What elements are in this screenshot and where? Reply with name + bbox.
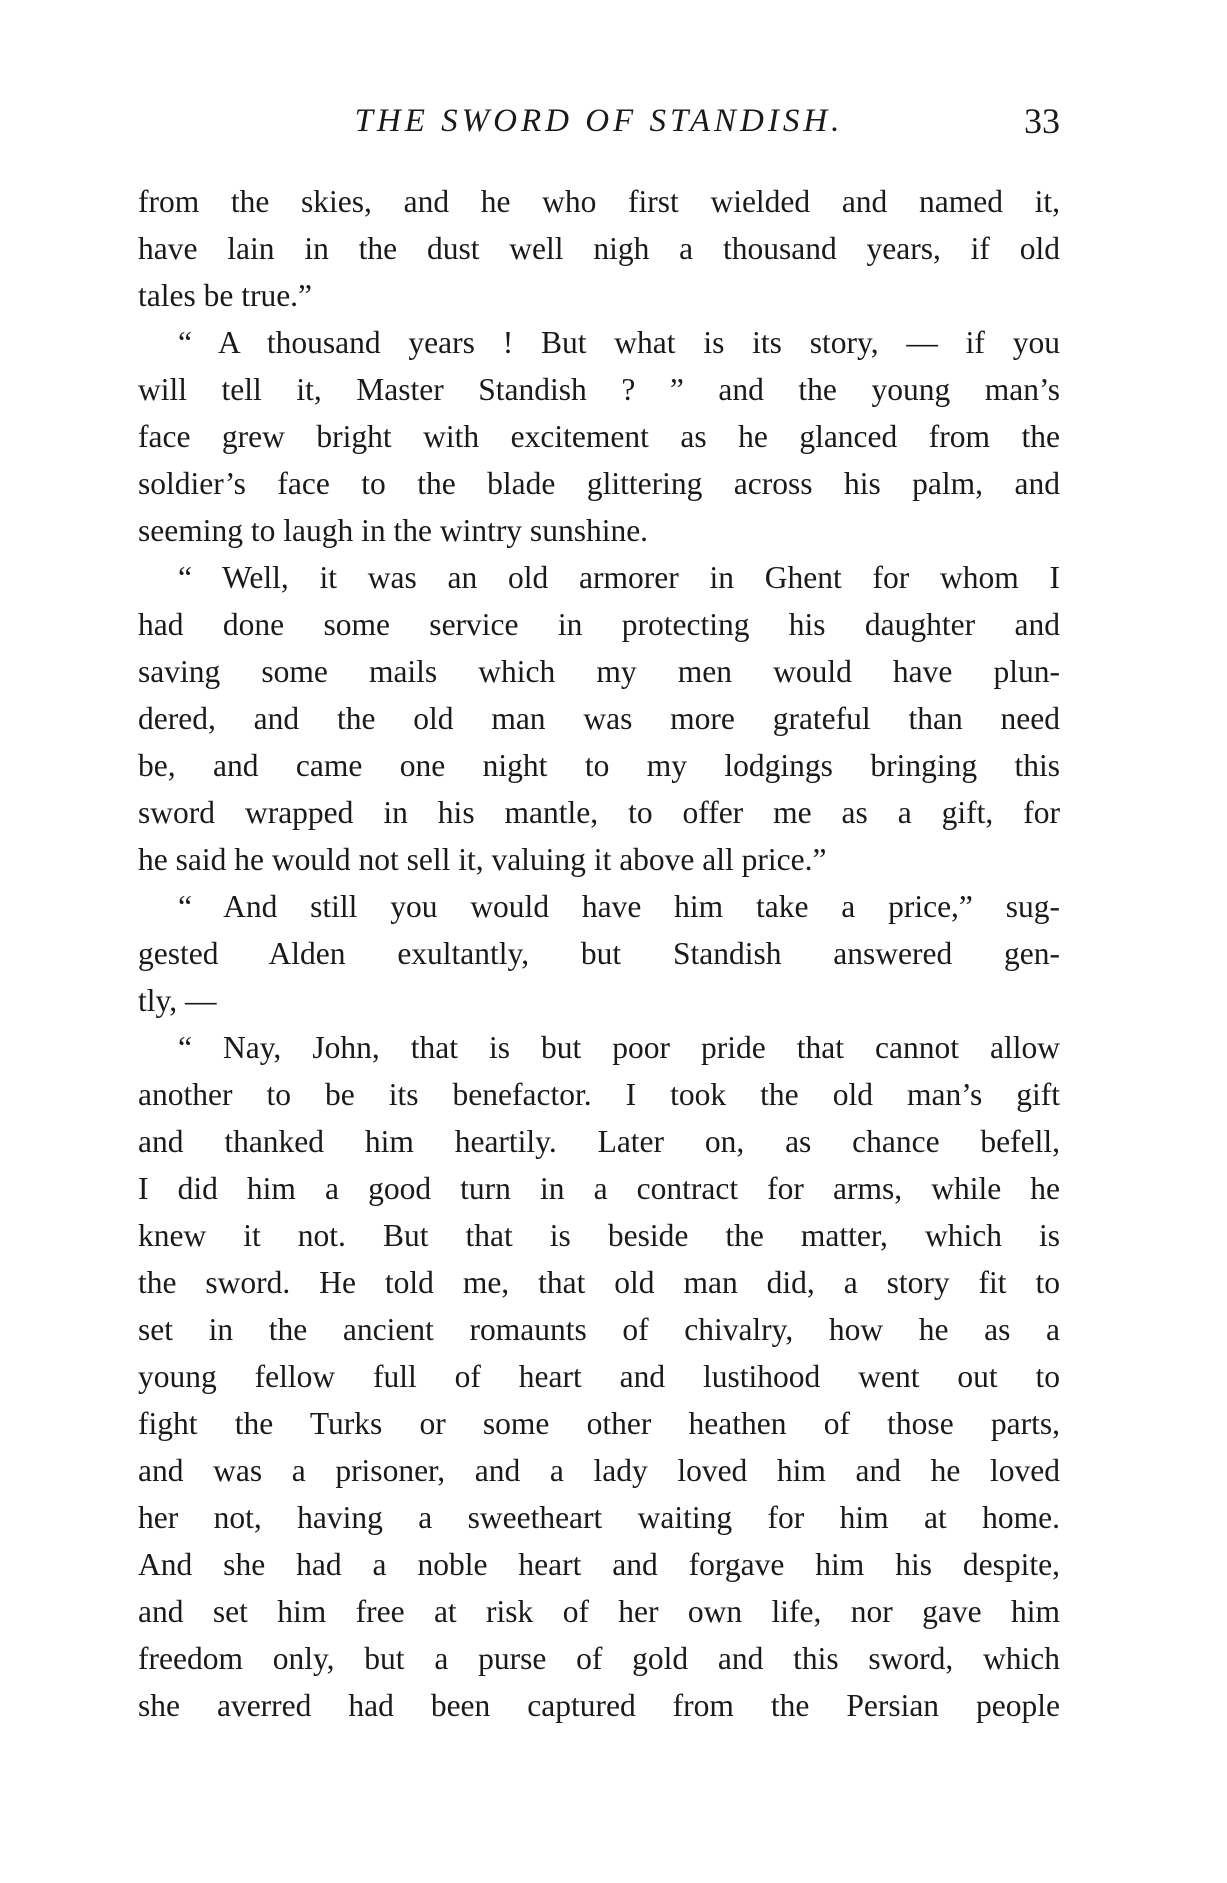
text-line: her not, having a sweetheart waiting for him at home.: [138, 1500, 1060, 1535]
text-line: and thanked him heartily. Later on, as chance befell,: [138, 1124, 1060, 1159]
running-title: THE SWORD OF STANDISH.: [354, 103, 844, 139]
text-line: the sword. He told me, that old man did, a story fit to: [138, 1265, 1060, 1300]
text-line: soldier’s face to the blade glittering across his palm, and: [138, 466, 1060, 501]
text-line: “ Well, it was an old armorer in Ghent for whom I: [178, 560, 1060, 595]
text-line: face grew bright with excitement as he glanced from the: [138, 419, 1060, 454]
text-line: tales be true.”: [138, 278, 313, 313]
text-line: another to be its benefactor. I took the old man’s gift: [138, 1077, 1060, 1112]
text-line: dered, and the old man was more grateful than need: [138, 701, 1060, 736]
running-head: [138, 96, 1060, 146]
text-line: freedom only, but a purse of gold and this sword, which: [138, 1641, 1060, 1676]
text-line: fight the Turks or some other heathen of those parts,: [138, 1406, 1060, 1441]
text-line: had done some service in protecting his daughter and: [138, 607, 1060, 642]
text-line: seeming to laugh in the wintry sunshine.: [138, 513, 649, 548]
text-line: gested Alden exultantly, but Standish answered gen-: [138, 936, 1060, 971]
text-line: and set him free at risk of her own life, nor gave him: [138, 1594, 1060, 1629]
text-line: he said he would not sell it, valuing it above all price.”: [138, 842, 827, 877]
text-line: set in the ancient romaunts of chivalry, how he as a: [138, 1312, 1060, 1347]
text-line: have lain in the dust well nigh a thousand years, if old: [138, 231, 1060, 266]
text-line: sword wrapped in his mantle, to offer me as a gift, for: [138, 795, 1060, 830]
text-line: from the skies, and he who first wielded and named it,: [138, 184, 1060, 219]
text-line: “ Nay, John, that is but poor pride that cannot allow: [178, 1030, 1060, 1065]
text-line: I did him a good turn in a contract for arms, while he: [138, 1171, 1060, 1206]
text-line: “ A thousand years ! But what is its story, — if you: [178, 325, 1060, 360]
text-line: she averred had been captured from the Persian people: [138, 1688, 1060, 1723]
text-line: knew it not. But that is beside the matter, which is: [138, 1218, 1060, 1253]
text-line: “ And still you would have him take a price,” sug-: [178, 889, 1060, 924]
text-line: be, and came one night to my lodgings bringing this: [138, 748, 1060, 783]
text-line: and was a prisoner, and a lady loved him and he loved: [138, 1453, 1060, 1488]
text-line: saving some mails which my men would have plun-: [138, 654, 1060, 689]
body-text: [138, 178, 1060, 1729]
page-number: 33: [1024, 101, 1060, 141]
text-line: young fellow full of heart and lustihood went out to: [138, 1359, 1060, 1394]
text-line: And she had a noble heart and forgave him his despite,: [138, 1547, 1060, 1582]
text-line: tly, —: [138, 983, 217, 1018]
text-line: will tell it, Master Standish ? ” and the young man’s: [138, 372, 1060, 407]
